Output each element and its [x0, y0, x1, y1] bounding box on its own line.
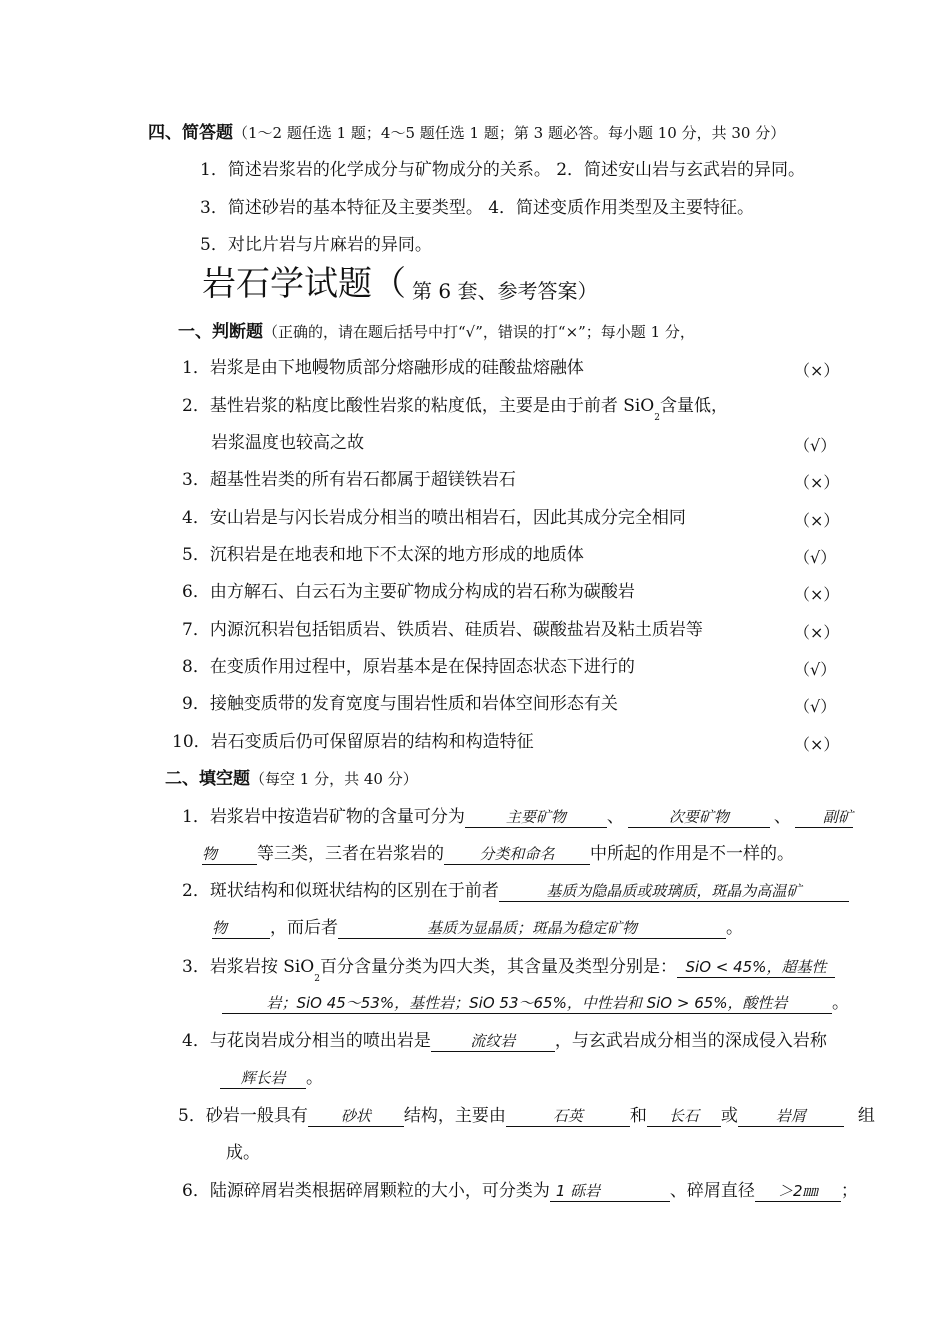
- answer-blank: 长石: [647, 1106, 721, 1127]
- judge-answer: （√）: [794, 548, 837, 567]
- answer-blank: 砂状: [308, 1106, 404, 1127]
- question-text: 3．岩浆岩按 SiO: [182, 957, 315, 977]
- judge-item: 9．接触变质带的发育宽度与围岩性质和岩体空间形态有关: [182, 694, 618, 714]
- section2-header: [165, 768, 418, 790]
- fill-question-1: [182, 806, 853, 828]
- fill-question-3: [182, 956, 835, 984]
- fill-question-1-cont: [202, 843, 794, 865]
- answer-blank: 岩屑: [738, 1106, 844, 1127]
- subscript: 2: [654, 413, 660, 423]
- section4-line2: 3．简述砂岩的基本特征及主要类型。 4．简述变质作用类型及主要特征。: [200, 198, 755, 218]
- judge-item: 1．岩浆是由下地幔物质部分熔融形成的硅酸盐熔融体: [182, 358, 584, 378]
- judge-item: 7．内源沉积岩包括铝质岩、铁质岩、硅质岩、碳酸盐岩及粘土质岩等: [182, 620, 703, 640]
- judge-item: [182, 395, 728, 423]
- question-text: 4．与花岗岩成分相当的喷出岩是: [182, 1031, 431, 1051]
- judge-answer: （√）: [794, 660, 837, 679]
- fill-question-6: [182, 1180, 858, 1202]
- question-text: 、: [773, 807, 791, 827]
- judge-item: 6．由方解石、白云石为主要矿物成分构成的岩石称为碳酸岩: [182, 582, 635, 602]
- section4-header: [148, 122, 785, 144]
- judge-answer: （×）: [794, 735, 840, 754]
- answer-blank: 物: [212, 918, 270, 939]
- question-text: 、碎屑直径: [669, 1181, 755, 1201]
- question-text: 。: [306, 1068, 323, 1088]
- page-title: 岩石学试题（: [202, 264, 406, 304]
- page-subtitle: 第 6 套、参考答案）: [412, 279, 598, 303]
- judge-item: 8．在变质作用过程中，原岩基本是在保持固态状态下进行的: [182, 657, 635, 677]
- section2-heading: 二、填空题: [165, 769, 250, 789]
- question-text: 组: [857, 1106, 875, 1126]
- fill-question-2-cont: [212, 917, 743, 939]
- subscript: 2: [314, 974, 320, 984]
- section4-line3: 5．对比片岩与片麻岩的异同。: [200, 235, 432, 255]
- question-text: 和: [629, 1106, 647, 1126]
- answer-blank: 流纹岩: [431, 1031, 555, 1052]
- question-text: 、: [606, 807, 624, 827]
- judge-answer: （×）: [794, 623, 840, 642]
- judge-item: 5．沉积岩是在地表和地下不太深的地方形成的地质体: [182, 545, 584, 565]
- section4-note: （1～2 题任选 1 题；4～5 题任选 1 题；第 3 题必答。每小题 10 分，共 30 分）: [233, 124, 786, 142]
- judge-answer: （×）: [794, 585, 840, 604]
- question-text: 5．砂岩一般具有: [178, 1106, 308, 1126]
- answer-blank: 石英: [506, 1106, 630, 1127]
- question-text: 或: [720, 1106, 738, 1126]
- judge-answer: （√）: [794, 436, 837, 455]
- answer-blank: 1 砾岩: [550, 1181, 670, 1202]
- judge-answer: （×）: [794, 361, 840, 380]
- section1-header: [178, 321, 695, 343]
- section1-heading: 一、判断题: [178, 322, 263, 342]
- judge-answer: （×）: [794, 473, 840, 492]
- fill-question-3-cont: [222, 992, 849, 1014]
- fill-question-4: [182, 1030, 827, 1052]
- judge-item: 10．岩石变质后仍可保留原岩的结构和构造特征: [172, 732, 534, 752]
- fill-question-5-cont: 成。: [226, 1143, 260, 1163]
- judge-answer: （√）: [794, 697, 837, 716]
- section4-line1: 1．简述岩浆岩的化学成分与矿物成分的关系。 2．简述安山岩与玄武岩的异同。: [200, 160, 806, 180]
- fill-question-2: [182, 880, 849, 902]
- question-text: ；: [840, 1181, 858, 1201]
- answer-blank: SiO < 45%，超基性: [677, 957, 835, 978]
- question-text: 。: [726, 918, 743, 938]
- section4-heading: 四、简答题: [148, 123, 233, 143]
- answer-blank: 分类和命名: [444, 844, 590, 865]
- section1-note: （正确的，请在题后括号中打“√”，错误的打“×”；每小题 1 分，: [263, 323, 695, 341]
- answer-blank: 基质为显晶质；斑晶为稳定矿物: [338, 918, 726, 939]
- question-text: ，而后者: [270, 918, 338, 938]
- answer-blank: 主要矿物: [465, 807, 607, 828]
- fill-question-5: [178, 1105, 875, 1127]
- judge-item: 3．超基性岩类的所有岩石都属于超镁铁岩石: [182, 470, 516, 490]
- answer-blank: ＞2㎜: [755, 1181, 841, 1202]
- section2-note: （每空 1 分，共 40 分）: [250, 770, 418, 788]
- judge-item-text: 2．基性岩浆的粘度比酸性岩浆的粘度低，主要是由于前者 SiO: [182, 396, 655, 416]
- question-text: 6．陆源碎屑岩类根据碎屑颗粒的大小，可分类为: [182, 1181, 550, 1201]
- judge-answer: （×）: [794, 511, 840, 530]
- answer-blank: 次要矿物: [628, 807, 770, 828]
- fill-question-4-cont: [220, 1067, 323, 1089]
- answer-blank: 基质为隐晶质或玻璃质，斑晶为高温矿: [499, 881, 849, 902]
- question-text: 结构，主要由: [403, 1106, 506, 1126]
- question-text: 百分含量分类为四大类，其含量及类型分别是：: [319, 957, 677, 977]
- answer-blank: 副矿: [795, 807, 853, 828]
- answer-blank: 物: [202, 844, 257, 865]
- question-text: ，与玄武岩成分相当的深成侵入岩称: [554, 1031, 827, 1051]
- question-text: 1．岩浆岩中按造岩矿物的含量可分为: [182, 807, 465, 827]
- answer-blank: 辉长岩: [220, 1068, 306, 1089]
- judge-item: 岩浆温度也较高之故: [211, 433, 364, 453]
- question-text: 等三类，三者在岩浆岩的: [257, 844, 444, 864]
- question-text: 。: [832, 993, 849, 1013]
- judge-item-text-cont: 含量低，: [659, 396, 728, 416]
- answer-blank: 岩；SiO 45～53%，基性岩；SiO 53～65%，中性岩和 SiO > 65%，酸性岩: [222, 993, 832, 1014]
- question-text: 2．斑状结构和似斑状结构的区别在于前者: [182, 881, 499, 901]
- judge-item: 4．安山岩是与闪长岩成分相当的喷出相岩石，因此其成分完全相同: [182, 508, 686, 528]
- question-text: 中所起的作用是不一样的。: [590, 844, 794, 864]
